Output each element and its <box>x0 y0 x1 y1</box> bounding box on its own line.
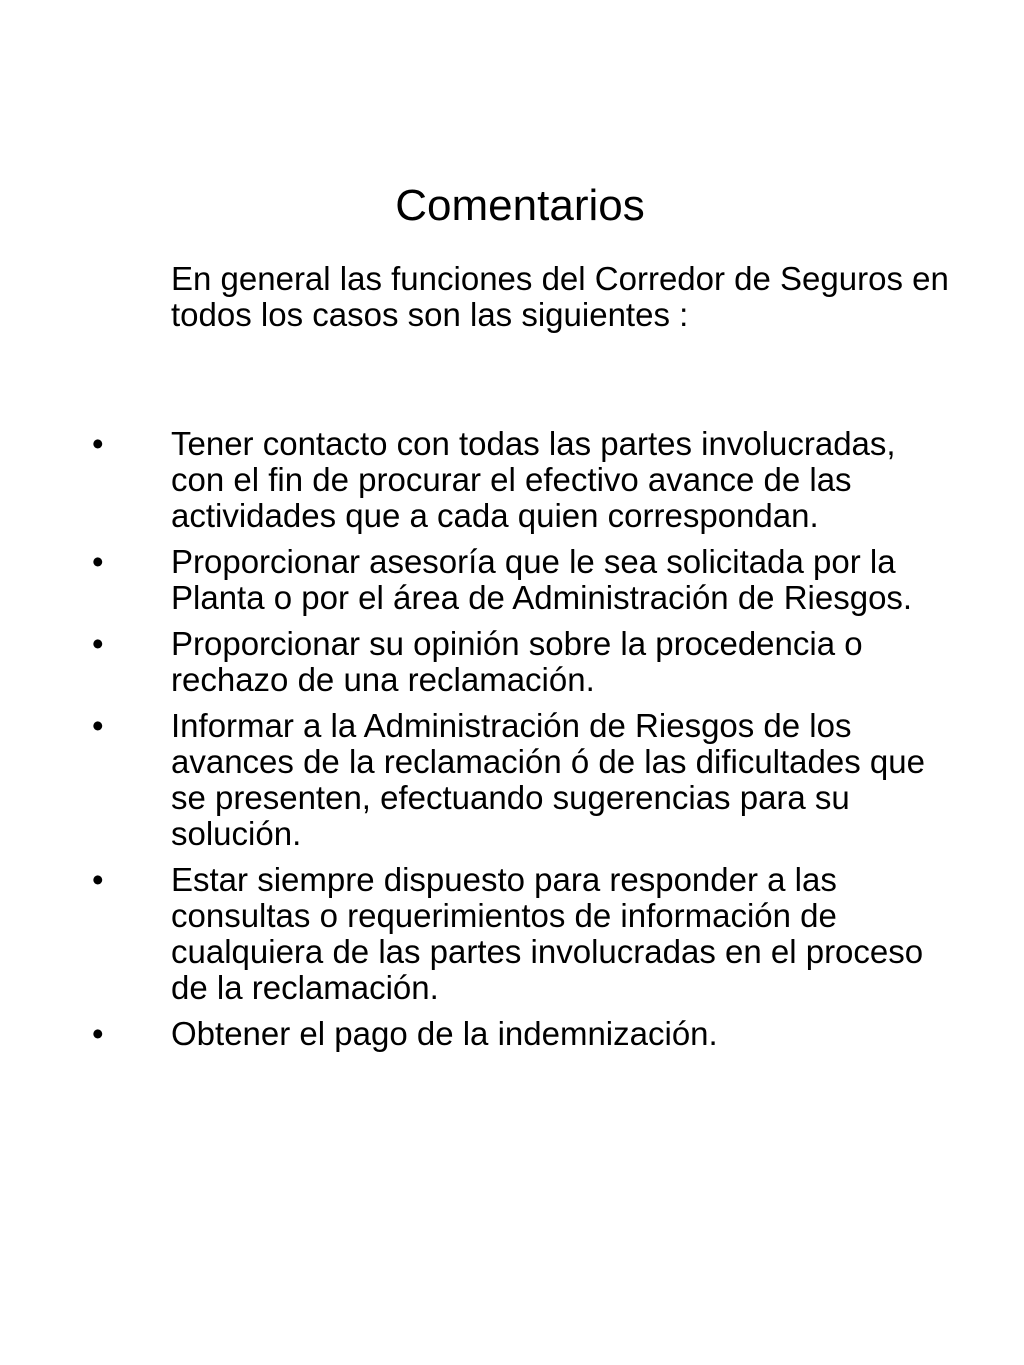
bullet-dot-icon: • <box>92 543 104 580</box>
bullet-text: Obtener el pago de la indemnización. <box>171 1015 718 1052</box>
slide-title: Comentarios <box>395 181 645 230</box>
bullet-text: Tener contacto con todas las partes involucradas, con el fin de procurar el efectivo avance de las actividades que a cada quien correspondan. <box>171 425 896 534</box>
bullet-dot-icon: • <box>92 1015 104 1052</box>
bullet-item <box>0 626 951 698</box>
bullet-dot-icon: • <box>92 707 104 744</box>
bullet-dot-icon: • <box>92 425 104 462</box>
bullet-text: Proporcionar su opinión sobre la procedencia o rechazo de una reclamación. <box>171 625 863 698</box>
bullet-dot-icon: • <box>92 861 104 898</box>
bullet-text: Estar siempre dispuesto para responder a las consultas o requerimientos de información de cualquiera de las partes involucradas en el proceso de la reclamación. <box>171 861 924 1006</box>
intro-paragraph: En general las funciones del Corredor de Seguros en todos los casos son las siguientes : <box>171 260 949 333</box>
bullet-text: Informar a la Administración de Riesgos de los avances de la reclamación ó de las dificultades que se presenten, efectuando sugerencias para su solución. <box>171 707 925 852</box>
bullet-item <box>0 862 951 1006</box>
bullet-dot-icon: • <box>92 625 104 662</box>
bullet-item <box>0 426 951 534</box>
bullet-item <box>0 708 951 852</box>
bullet-list <box>0 426 1024 1062</box>
bullet-item <box>0 544 951 616</box>
bullet-text: Proporcionar asesoría que le sea solicitada por la Planta o por el área de Administración de Riesgos. <box>171 543 913 616</box>
bullet-item <box>0 1016 951 1052</box>
